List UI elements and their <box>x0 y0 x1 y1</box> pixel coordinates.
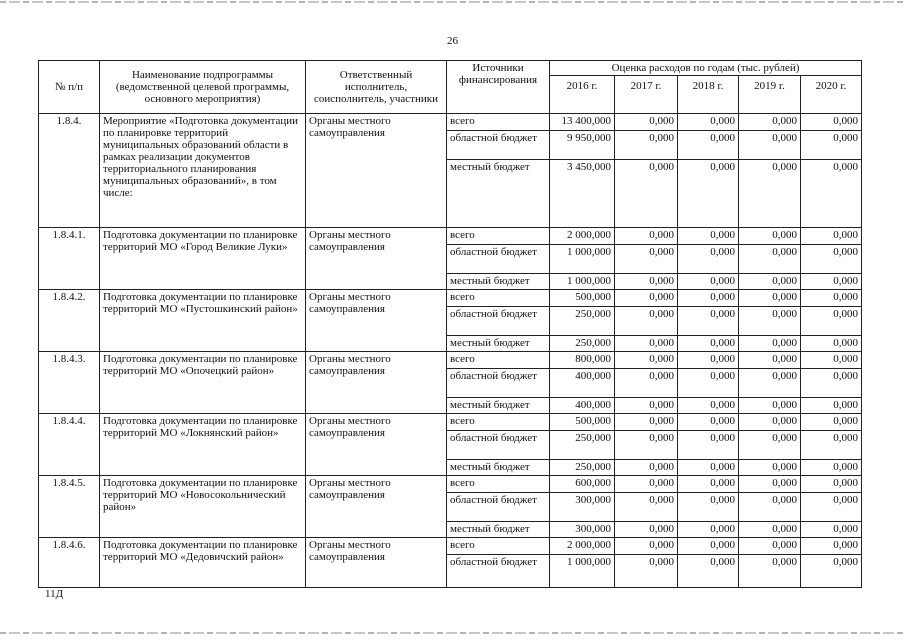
amount-cell: 0,000 <box>615 114 678 131</box>
amount-cell: 0,000 <box>615 555 678 588</box>
table-row <box>39 228 862 245</box>
item-responsible: Органы местного самоуправления <box>306 538 447 588</box>
amount-cell: 0,000 <box>615 493 678 522</box>
amount-cell: 2 000,000 <box>550 538 615 555</box>
funding-source: областной бюджет <box>447 555 550 588</box>
amount-cell: 1 000,000 <box>550 555 615 588</box>
amount-cell: 0,000 <box>739 431 801 460</box>
amount-cell: 0,000 <box>801 228 862 245</box>
amount-cell: 0,000 <box>739 476 801 493</box>
table-row <box>39 476 862 493</box>
budget-table <box>38 60 862 588</box>
footer-code: 11Д <box>45 588 64 600</box>
amount-cell: 2 000,000 <box>550 228 615 245</box>
amount-cell: 250,000 <box>550 431 615 460</box>
amount-cell: 0,000 <box>739 414 801 431</box>
amount-cell: 13 400,000 <box>550 114 615 131</box>
funding-source: областной бюджет <box>447 245 550 274</box>
item-name: Мероприятие «Подготовка документации по планировке территорий муниципальных образований области в рамках реализации документов территориального планирования муниципальных образований», в том числе: <box>100 114 306 228</box>
amount-cell: 0,000 <box>801 114 862 131</box>
amount-cell: 0,000 <box>678 228 739 245</box>
amount-cell: 0,000 <box>739 160 801 228</box>
amount-cell: 250,000 <box>550 307 615 336</box>
amount-cell: 300,000 <box>550 522 615 538</box>
amount-cell: 0,000 <box>678 522 739 538</box>
funding-source: местный бюджет <box>447 460 550 476</box>
page-number: 26 <box>447 35 458 47</box>
amount-cell: 1 000,000 <box>550 245 615 274</box>
amount-cell: 0,000 <box>739 522 801 538</box>
amount-cell: 0,000 <box>739 290 801 307</box>
amount-cell: 9 950,000 <box>550 131 615 160</box>
table-row <box>39 414 862 431</box>
header-num: № п/п <box>39 61 100 114</box>
funding-source: областной бюджет <box>447 307 550 336</box>
item-responsible: Органы местного самоуправления <box>306 290 447 352</box>
amount-cell: 0,000 <box>801 538 862 555</box>
scan-edge-bottom <box>0 632 905 634</box>
amount-cell: 0,000 <box>615 352 678 369</box>
amount-cell: 0,000 <box>678 460 739 476</box>
amount-cell: 1 000,000 <box>550 274 615 290</box>
table-row <box>39 352 862 369</box>
amount-cell: 0,000 <box>801 431 862 460</box>
amount-cell: 600,000 <box>550 476 615 493</box>
table-row <box>39 538 862 555</box>
item-number: 1.8.4.2. <box>39 290 100 352</box>
header-year: 2018 г. <box>678 76 739 114</box>
amount-cell: 0,000 <box>678 493 739 522</box>
header-sources: Источники финансирования <box>447 61 550 114</box>
amount-cell: 0,000 <box>615 398 678 414</box>
amount-cell: 0,000 <box>615 160 678 228</box>
amount-cell: 500,000 <box>550 414 615 431</box>
item-name: Подготовка документации по планировке территорий МО «Город Великие Луки» <box>100 228 306 290</box>
amount-cell: 0,000 <box>615 476 678 493</box>
amount-cell: 0,000 <box>678 398 739 414</box>
amount-cell: 0,000 <box>615 414 678 431</box>
funding-source: местный бюджет <box>447 336 550 352</box>
amount-cell: 0,000 <box>801 460 862 476</box>
header-estimate: Оценка расходов по годам (тыс. рублей) <box>550 61 862 76</box>
funding-source: областной бюджет <box>447 131 550 160</box>
amount-cell: 0,000 <box>739 336 801 352</box>
amount-cell: 0,000 <box>801 493 862 522</box>
amount-cell: 0,000 <box>678 352 739 369</box>
amount-cell: 0,000 <box>615 245 678 274</box>
amount-cell: 0,000 <box>739 555 801 588</box>
item-number: 1.8.4.6. <box>39 538 100 588</box>
funding-source: местный бюджет <box>447 274 550 290</box>
funding-source: местный бюджет <box>447 398 550 414</box>
item-responsible: Органы местного самоуправления <box>306 414 447 476</box>
amount-cell: 300,000 <box>550 493 615 522</box>
amount-cell: 0,000 <box>801 336 862 352</box>
amount-cell: 0,000 <box>615 290 678 307</box>
amount-cell: 0,000 <box>615 307 678 336</box>
amount-cell: 0,000 <box>678 114 739 131</box>
funding-source: всего <box>447 414 550 431</box>
amount-cell: 0,000 <box>615 131 678 160</box>
header-year: 2019 г. <box>739 76 801 114</box>
amount-cell: 0,000 <box>801 160 862 228</box>
amount-cell: 3 450,000 <box>550 160 615 228</box>
item-name: Подготовка документации по планировке территорий МО «Дедовичский район» <box>100 538 306 588</box>
amount-cell: 0,000 <box>678 245 739 274</box>
header-responsible: Ответственный исполнитель, соисполнитель, участники <box>306 61 447 114</box>
item-name: Подготовка документации по планировке территорий МО «Локнянский район» <box>100 414 306 476</box>
amount-cell: 0,000 <box>739 307 801 336</box>
funding-source: всего <box>447 290 550 307</box>
funding-source: всего <box>447 228 550 245</box>
scan-edge-top <box>0 1 905 3</box>
amount-cell: 0,000 <box>615 538 678 555</box>
amount-cell: 0,000 <box>678 431 739 460</box>
amount-cell: 400,000 <box>550 369 615 398</box>
amount-cell: 0,000 <box>801 476 862 493</box>
item-number: 1.8.4. <box>39 114 100 228</box>
amount-cell: 400,000 <box>550 398 615 414</box>
amount-cell: 0,000 <box>615 460 678 476</box>
amount-cell: 0,000 <box>801 274 862 290</box>
amount-cell: 0,000 <box>801 131 862 160</box>
amount-cell: 0,000 <box>801 522 862 538</box>
funding-source: областной бюджет <box>447 431 550 460</box>
amount-cell: 0,000 <box>678 476 739 493</box>
item-number: 1.8.4.3. <box>39 352 100 414</box>
funding-source: всего <box>447 352 550 369</box>
amount-cell: 0,000 <box>739 369 801 398</box>
item-number: 1.8.4.1. <box>39 228 100 290</box>
funding-source: областной бюджет <box>447 493 550 522</box>
amount-cell: 500,000 <box>550 290 615 307</box>
amount-cell: 0,000 <box>615 522 678 538</box>
amount-cell: 0,000 <box>739 352 801 369</box>
header-year: 2016 г. <box>550 76 615 114</box>
amount-cell: 0,000 <box>739 245 801 274</box>
amount-cell: 0,000 <box>615 228 678 245</box>
amount-cell: 0,000 <box>678 369 739 398</box>
amount-cell: 0,000 <box>615 336 678 352</box>
item-responsible: Органы местного самоуправления <box>306 228 447 290</box>
amount-cell: 0,000 <box>678 555 739 588</box>
amount-cell: 0,000 <box>678 307 739 336</box>
amount-cell: 0,000 <box>678 538 739 555</box>
amount-cell: 0,000 <box>615 431 678 460</box>
table-body <box>39 114 862 588</box>
item-name: Подготовка документации по планировке территорий МО «Пустошкинский район» <box>100 290 306 352</box>
amount-cell: 0,000 <box>739 228 801 245</box>
amount-cell: 0,000 <box>801 369 862 398</box>
amount-cell: 0,000 <box>801 245 862 274</box>
amount-cell: 0,000 <box>801 555 862 588</box>
table-header <box>39 61 862 114</box>
table-row <box>39 114 862 131</box>
amount-cell: 0,000 <box>801 414 862 431</box>
header-year: 2017 г. <box>615 76 678 114</box>
amount-cell: 0,000 <box>739 398 801 414</box>
header-year: 2020 г. <box>801 76 862 114</box>
amount-cell: 250,000 <box>550 336 615 352</box>
amount-cell: 0,000 <box>739 460 801 476</box>
amount-cell: 0,000 <box>678 274 739 290</box>
item-number: 1.8.4.5. <box>39 476 100 538</box>
amount-cell: 250,000 <box>550 460 615 476</box>
amount-cell: 0,000 <box>739 114 801 131</box>
amount-cell: 0,000 <box>801 398 862 414</box>
item-responsible: Органы местного самоуправления <box>306 114 447 228</box>
amount-cell: 0,000 <box>739 131 801 160</box>
funding-source: всего <box>447 538 550 555</box>
item-responsible: Органы местного самоуправления <box>306 352 447 414</box>
funding-source: местный бюджет <box>447 522 550 538</box>
funding-source: областной бюджет <box>447 369 550 398</box>
amount-cell: 0,000 <box>739 493 801 522</box>
amount-cell: 0,000 <box>678 160 739 228</box>
amount-cell: 0,000 <box>615 274 678 290</box>
amount-cell: 0,000 <box>801 307 862 336</box>
header-name: Наименование подпрограммы (ведомственной целевой программы, основного мероприятия) <box>100 61 306 114</box>
amount-cell: 0,000 <box>739 274 801 290</box>
amount-cell: 0,000 <box>615 369 678 398</box>
amount-cell: 0,000 <box>678 290 739 307</box>
amount-cell: 0,000 <box>801 352 862 369</box>
funding-source: местный бюджет <box>447 160 550 228</box>
amount-cell: 800,000 <box>550 352 615 369</box>
funding-source: всего <box>447 476 550 493</box>
amount-cell: 0,000 <box>739 538 801 555</box>
amount-cell: 0,000 <box>678 336 739 352</box>
item-number: 1.8.4.4. <box>39 414 100 476</box>
amount-cell: 0,000 <box>801 290 862 307</box>
amount-cell: 0,000 <box>678 414 739 431</box>
item-name: Подготовка документации по планировке территорий МО «Новосокольнический район» <box>100 476 306 538</box>
table-row <box>39 290 862 307</box>
funding-source: всего <box>447 114 550 131</box>
item-responsible: Органы местного самоуправления <box>306 476 447 538</box>
amount-cell: 0,000 <box>678 131 739 160</box>
item-name: Подготовка документации по планировке территорий МО «Опочецкий район» <box>100 352 306 414</box>
